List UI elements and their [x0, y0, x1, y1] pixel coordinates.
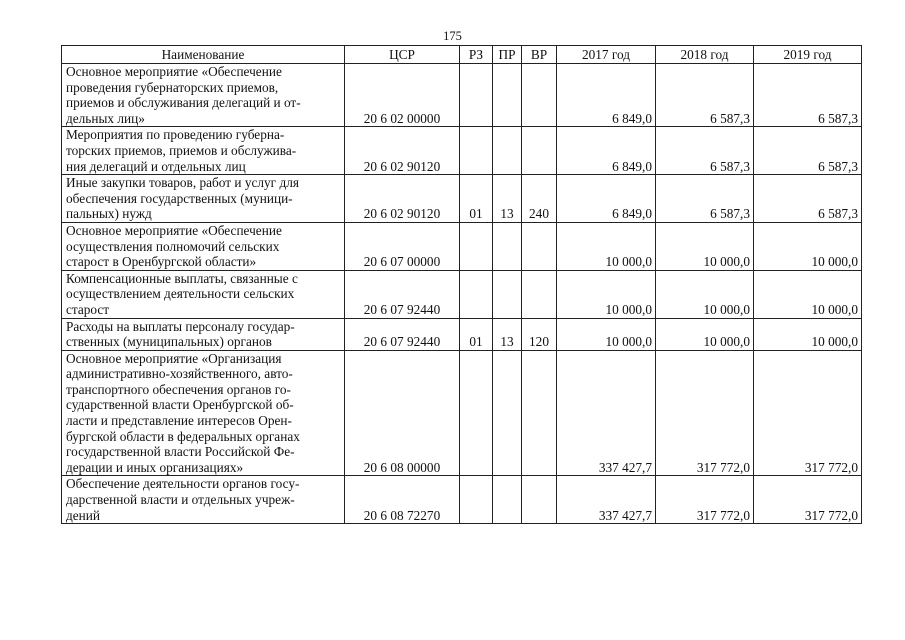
row-rz-cell: [460, 270, 493, 318]
row-name-cell: [62, 350, 345, 476]
header-name: Наименование: [62, 46, 345, 64]
row-2018-cell: 6 587,3: [656, 127, 754, 175]
row-csr-cell: 20 6 02 00000: [345, 64, 460, 127]
row-name-line: проведения губернаторских приемов,: [66, 79, 279, 95]
row-2017-cell: 337 427,7: [557, 476, 656, 524]
row-name-line: пальных) нужд: [66, 206, 152, 222]
table-row: [62, 318, 862, 350]
row-name-cell: [62, 270, 345, 318]
row-name-line: старост в Оренбургской области»: [66, 254, 257, 270]
row-pr-cell: [493, 476, 522, 524]
row-name-line: ственных (муниципальных) органов: [66, 334, 272, 350]
table-row: [62, 270, 862, 318]
table-row: [62, 476, 862, 524]
row-name-line: транспортного обеспечения органов го-: [66, 381, 291, 397]
row-pr-cell: [493, 222, 522, 270]
header-2019: 2019 год: [754, 46, 862, 64]
row-2019-cell: 6 587,3: [754, 64, 862, 127]
row-2019-cell: 10 000,0: [754, 270, 862, 318]
row-pr-cell: [493, 64, 522, 127]
budget-table: [61, 45, 862, 524]
row-name-line: Основное мероприятие «Организация: [66, 350, 282, 366]
row-name-line: Обеспечение деятельности органов госу-: [66, 476, 300, 492]
row-2019-cell: 317 772,0: [754, 476, 862, 524]
row-csr-cell: 20 6 02 90120: [345, 175, 460, 223]
row-name-line: дарственной власти и отдельных учреж-: [66, 492, 295, 508]
row-name-cell: [62, 318, 345, 350]
row-rz-cell: [460, 64, 493, 127]
row-name-line: осуществлением деятельности сельских: [66, 286, 295, 302]
row-vr-cell: [522, 127, 557, 175]
row-name-line: Компенсационные выплаты, связанные с: [66, 270, 298, 286]
row-vr-cell: 240: [522, 175, 557, 223]
table-row: [62, 127, 862, 175]
row-2017-cell: 10 000,0: [557, 222, 656, 270]
table-row: [62, 175, 862, 223]
table-row: [62, 222, 862, 270]
row-2017-cell: 10 000,0: [557, 270, 656, 318]
header-2018: 2018 год: [656, 46, 754, 64]
row-name-line: бургской области в федеральных органах: [66, 428, 300, 444]
row-2017-cell: 10 000,0: [557, 318, 656, 350]
row-name-line: Мероприятия по проведению губерна-: [66, 127, 285, 143]
row-name-line: сударственной власти Оренбургской об-: [66, 397, 294, 413]
row-csr-cell: 20 6 02 90120: [345, 127, 460, 175]
row-name-line: Расходы на выплаты персоналу государ-: [66, 318, 295, 334]
table-body: [62, 64, 862, 524]
row-csr-cell: 20 6 08 72270: [345, 476, 460, 524]
row-name-line: старост: [66, 301, 110, 317]
header-csr: ЦСР: [345, 46, 460, 64]
row-2018-cell: 6 587,3: [656, 64, 754, 127]
row-vr-cell: 120: [522, 318, 557, 350]
row-pr-cell: [493, 270, 522, 318]
row-2019-cell: 317 772,0: [754, 350, 862, 476]
row-name-line: административно-хозяйственного, авто-: [66, 366, 293, 382]
row-name-line: ния делегаций и отдельных лиц: [66, 158, 246, 174]
row-name-line: обеспечения государственных (муници-: [66, 190, 293, 206]
row-name-line: Основное мероприятие «Обеспечение: [66, 222, 282, 238]
row-name-line: дений: [66, 507, 101, 523]
table-row: [62, 350, 862, 476]
row-name-cell: [62, 222, 345, 270]
row-name-line: приемов и обслуживания делегаций и от-: [66, 95, 301, 111]
row-name-line: государственной власти Российской Фе-: [66, 444, 295, 460]
row-name-line: ласти и представление интересов Орен-: [66, 413, 292, 429]
row-pr-cell: 13: [493, 318, 522, 350]
row-vr-cell: [522, 350, 557, 476]
header-vr: ВР: [522, 46, 557, 64]
table-header-row: [62, 46, 862, 64]
row-2019-cell: 6 587,3: [754, 127, 862, 175]
row-name-cell: [62, 127, 345, 175]
header-pr: ПР: [493, 46, 522, 64]
row-pr-cell: [493, 127, 522, 175]
row-name-line: осуществления полномочий сельских: [66, 238, 280, 254]
row-vr-cell: [522, 64, 557, 127]
row-2019-cell: 10 000,0: [754, 318, 862, 350]
row-2019-cell: 10 000,0: [754, 222, 862, 270]
row-rz-cell: [460, 476, 493, 524]
row-vr-cell: [522, 222, 557, 270]
row-pr-cell: 13: [493, 175, 522, 223]
row-csr-cell: 20 6 07 92440: [345, 270, 460, 318]
row-2019-cell: 6 587,3: [754, 175, 862, 223]
header-2017: 2017 год: [557, 46, 656, 64]
row-pr-cell: [493, 350, 522, 476]
row-2017-cell: 6 849,0: [557, 127, 656, 175]
row-name-line: Иные закупки товаров, работ и услуг для: [66, 175, 299, 191]
row-2017-cell: 6 849,0: [557, 64, 656, 127]
row-name-line: торских приемов, приемов и обслужива-: [66, 142, 297, 158]
row-csr-cell: 20 6 07 00000: [345, 222, 460, 270]
row-csr-cell: 20 6 08 00000: [345, 350, 460, 476]
table-row: [62, 64, 862, 127]
row-rz-cell: [460, 222, 493, 270]
header-rz: РЗ: [460, 46, 493, 64]
row-rz-cell: 01: [460, 175, 493, 223]
row-name-line: Основное мероприятие «Обеспечение: [66, 64, 282, 79]
row-name-cell: [62, 476, 345, 524]
row-rz-cell: [460, 127, 493, 175]
row-2018-cell: 10 000,0: [656, 222, 754, 270]
row-vr-cell: [522, 476, 557, 524]
row-name-cell: [62, 175, 345, 223]
row-name-line: дерации и иных организациях»: [66, 459, 244, 475]
row-vr-cell: [522, 270, 557, 318]
row-csr-cell: 20 6 07 92440: [345, 318, 460, 350]
row-2018-cell: 317 772,0: [656, 476, 754, 524]
row-2017-cell: 6 849,0: [557, 175, 656, 223]
row-2018-cell: 10 000,0: [656, 270, 754, 318]
row-2018-cell: 317 772,0: [656, 350, 754, 476]
page-number: 175: [443, 29, 462, 43]
row-name-cell: [62, 64, 345, 127]
row-2018-cell: 6 587,3: [656, 175, 754, 223]
row-rz-cell: 01: [460, 318, 493, 350]
row-name-line: дельных лиц»: [66, 110, 145, 126]
row-2018-cell: 10 000,0: [656, 318, 754, 350]
row-2017-cell: 337 427,7: [557, 350, 656, 476]
row-rz-cell: [460, 350, 493, 476]
